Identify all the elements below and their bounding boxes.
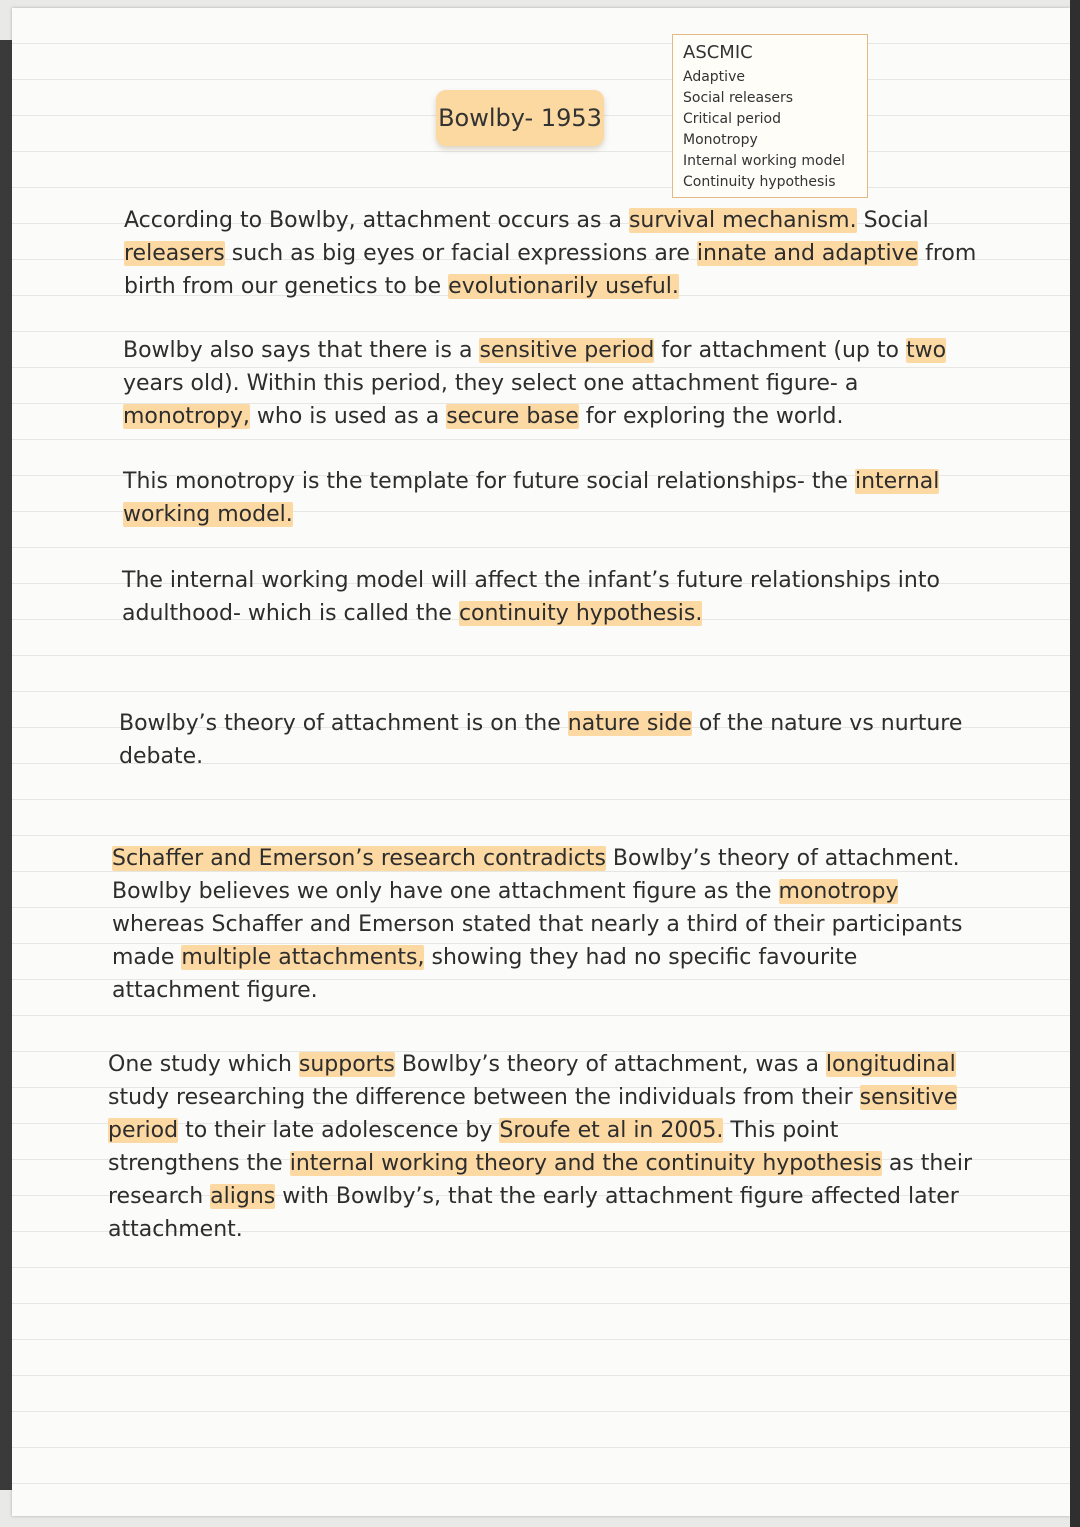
text-segment: attachment. [108,1217,243,1242]
photo-edge-left [0,40,12,1490]
paragraph-nature-side [119,707,962,773]
highlighted-text: innate and adaptive [696,241,919,266]
text-line [123,498,939,531]
text-segment: Bowlby’s theory of attachment, was a [394,1052,826,1077]
highlighted-text: longitudinal [825,1052,956,1077]
text-line [123,367,946,400]
text-line [124,204,976,237]
highlighted-text: Sroufe et al in 2005. [499,1118,724,1143]
text-segment: from [918,241,977,266]
notebook-page [12,8,1070,1516]
paragraph-internal-working-model [123,465,939,531]
text-segment: to their late adolescence by [178,1118,500,1143]
text-segment: research [108,1184,211,1209]
text-segment: for exploring the world. [578,404,844,429]
text-line [122,564,940,597]
text-segment: study researching the difference between the individuals from their [108,1085,860,1110]
highlighted-text: monotropy [778,879,899,904]
text-line [124,270,976,303]
highlighted-text: sensitive [859,1085,958,1110]
text-segment: Social [856,208,929,233]
text-line [123,465,939,498]
text-line [124,237,976,270]
paragraph-sensitive-period [123,334,946,433]
text-line [112,908,963,941]
text-line [108,1081,972,1114]
highlighted-text: nature side [567,711,692,736]
highlighted-text: releasers [124,241,225,266]
text-segment: whereas Schaffer and Emerson stated that nearly a third of their participants [112,912,963,937]
text-line [122,597,940,630]
paragraph-continuity-hypothesis [122,564,940,630]
text-segment: strengthens the [108,1151,290,1176]
text-line [112,842,963,875]
highlighted-text: internal [854,469,940,494]
text-segment: attachment figure. [112,978,318,1003]
highlighted-text: working model. [123,502,293,527]
text-segment: This point [723,1118,839,1143]
text-segment: made [112,945,182,970]
text-segment: debate. [119,744,204,769]
text-line [123,400,946,433]
mnemonic-box [672,34,868,198]
paragraph-survival-mechanism [124,204,976,303]
highlighted-text: internal working theory and the continuity hypothesis [289,1151,882,1176]
text-line [112,941,963,974]
mnemonic-item: Continuity hypothesis [683,174,836,190]
text-line [108,1114,972,1147]
text-line [108,1213,972,1246]
mnemonic-item: Internal working model [683,153,845,169]
text-line [123,334,946,367]
text-segment: as their [881,1151,973,1176]
paragraph-sroufe-study [108,1048,972,1246]
mnemonic-item: Social releasers [683,90,794,106]
mnemonic-item: Adaptive [683,69,745,85]
highlighted-text: aligns [210,1184,276,1209]
mnemonic-item: Critical period [683,111,782,127]
text-segment: showing they had no specific favourite [424,945,858,970]
highlighted-text: continuity hypothesis. [458,601,703,626]
text-segment: for attachment (up to [654,338,906,363]
text-segment: According to Bowlby, attachment occurs as a [124,208,629,233]
text-segment: Bowlby believes we only have one attachment figure as the [112,879,779,904]
highlighted-text: period [108,1118,179,1143]
highlighted-text: evolutionarily useful. [448,274,679,299]
text-segment: Bowlby’s theory of attachment is on the [119,711,568,736]
highlighted-text: Schaffer and Emerson’s research contradicts [112,846,606,871]
text-segment: such as big eyes or facial expressions are [224,241,697,266]
highlighted-text: survival mechanism. [628,208,857,233]
text-line [108,1048,972,1081]
text-segment: Bowlby’s theory of attachment. [605,846,960,871]
text-line [119,707,962,740]
text-segment: years old). Within this period, they select one attachment figure- a [123,371,859,396]
text-line [108,1180,972,1213]
text-segment: One study which [108,1052,299,1077]
text-segment: with Bowlby’s, that the early attachment figure affected later [275,1184,959,1209]
highlighted-text: multiple attachments, [181,945,425,970]
highlighted-text: supports [298,1052,395,1077]
text-line [112,875,963,908]
highlighted-text: sensitive period [479,338,655,363]
text-segment: Bowlby also says that there is a [123,338,480,363]
text-segment: birth from our genetics to be [124,274,449,299]
mnemonic-item: Monotropy [683,132,758,148]
mnemonic-heading: ASCMIC [683,42,753,63]
text-segment: The internal working model will affect the infant’s future relationships into [122,568,940,593]
highlighted-text: two [905,338,947,363]
title-badge: Bowlby- 1953 [436,90,604,146]
text-segment: This monotropy is the template for future social relationships- the [123,469,855,494]
text-line [112,974,963,1007]
text-segment: of the nature vs nurture [691,711,963,736]
highlighted-text: secure base [446,404,579,429]
paragraph-schaffer-emerson [112,842,963,1007]
photo-edge-right [1070,0,1080,1527]
text-segment: adulthood- which is called the [122,601,459,626]
text-line [108,1147,972,1180]
text-segment: who is used as a [249,404,447,429]
text-line [119,740,962,773]
highlighted-text: monotropy, [123,404,250,429]
